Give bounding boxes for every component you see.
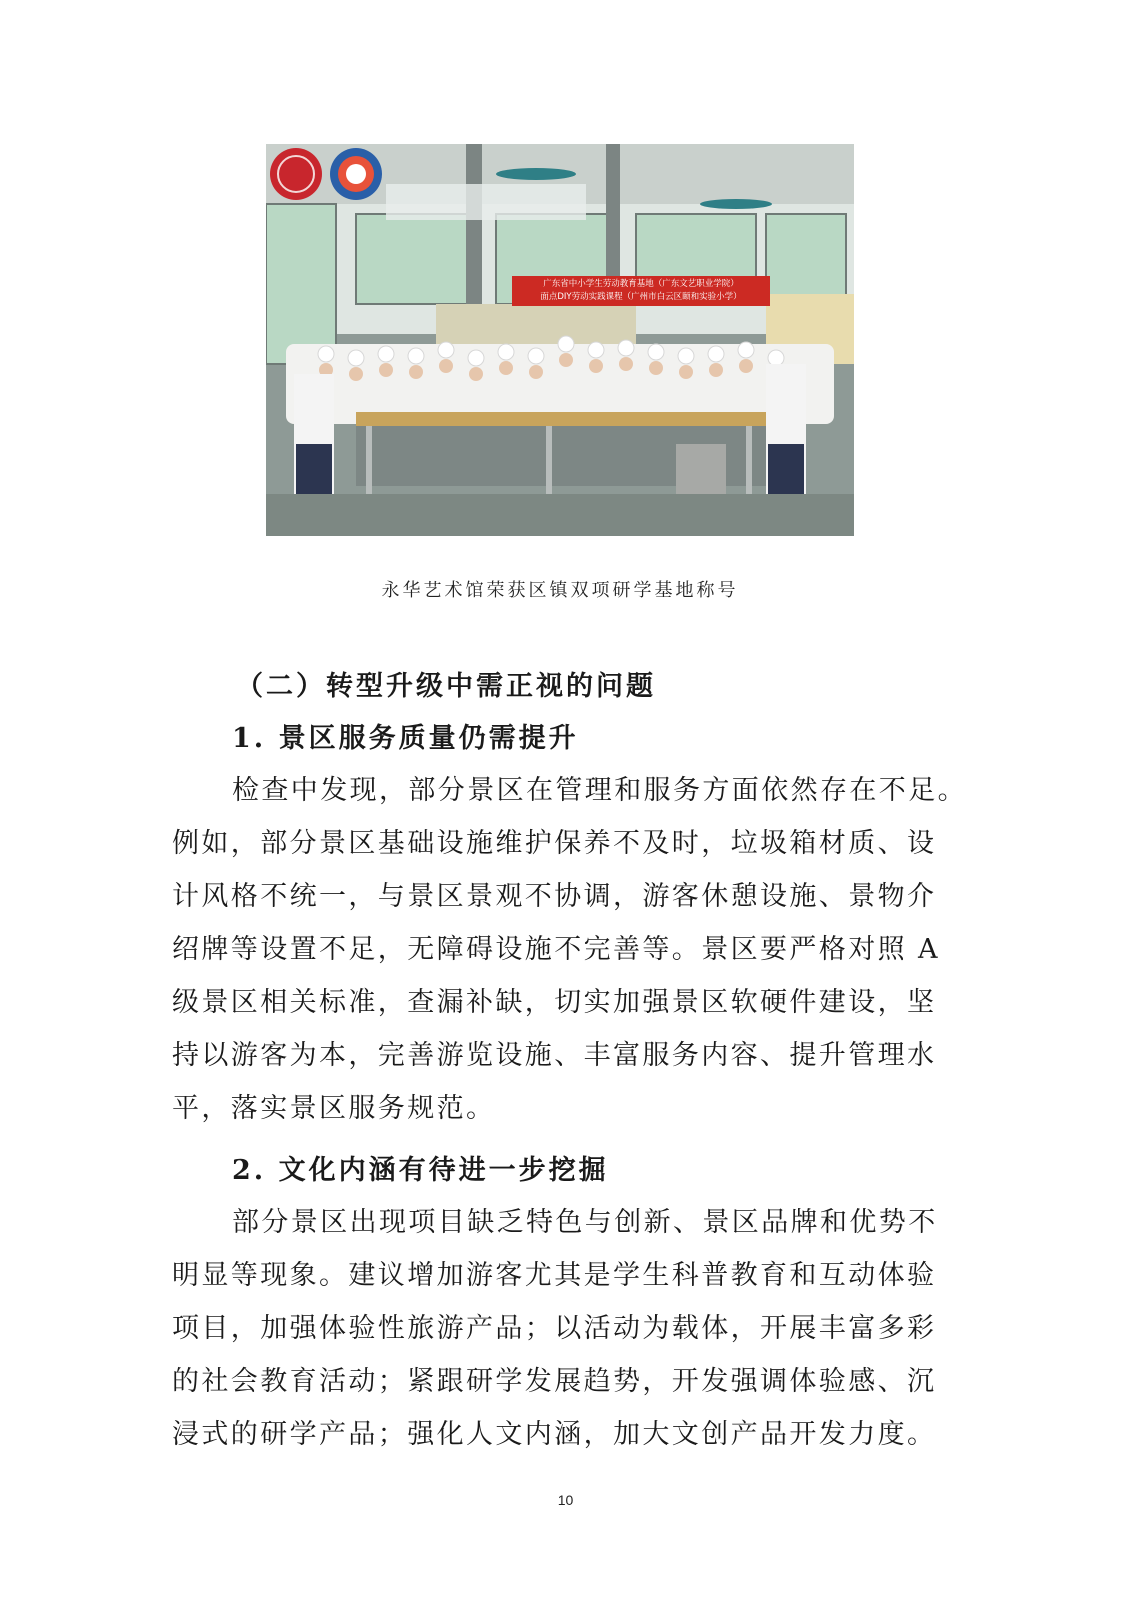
paragraph-line: 持以游客为本，完善游览设施、丰富服务内容、提升管理水 <box>172 1040 937 1071</box>
banner-text <box>512 278 770 304</box>
banner-line-2: 面点DIY劳动实践课程（广州市白云区颐和实验小学） <box>540 292 742 302</box>
paragraph-line: 绍牌等设置不足，无障碍设施不完善等。景区要严格对照 A <box>172 934 940 965</box>
paragraph-line: 检查中发现，部分景区在管理和服务方面依然存在不足。 <box>232 775 967 806</box>
paragraph-line: 部分景区出现项目缺乏特色与创新、景区品牌和优势不 <box>232 1207 938 1238</box>
paragraph-line: 的社会教育活动；紧跟研学发展趋势，开发强调体验感、沉 <box>172 1366 937 1397</box>
section-heading: （二）转型升级中需正视的问题 <box>236 671 656 702</box>
paragraph-line: 明显等现象。建议增加游客尤其是学生科普教育和互动体验 <box>172 1260 937 1291</box>
photo-illustration <box>266 144 854 536</box>
subheading-1: 1. 景区服务质量仍需提升 <box>232 723 579 754</box>
paragraph-line: 项目，加强体验性旅游产品；以活动为载体，开展丰富多彩 <box>172 1313 937 1344</box>
paragraph-line: 浸式的研学产品；强化人文内涵，加大文创产品开发力度。 <box>172 1419 937 1450</box>
photo-caption: 永华艺术馆荣获区镇双项研学基地称号 <box>381 580 739 601</box>
subheading-2: 2. 文化内涵有待进一步挖掘 <box>232 1155 609 1186</box>
banner-line-1: 广东省中小学生劳动教育基地（广东文艺职业学院） <box>543 279 739 289</box>
paragraph-line: 级景区相关标准，查漏补缺，切实加强景区软硬件建设，坚 <box>172 987 937 1018</box>
group-photo <box>266 144 854 536</box>
paragraph-line: 例如，部分景区基础设施维护保养不及时，垃圾箱材质、设 <box>172 828 937 859</box>
paragraph-2 <box>172 1196 972 1461</box>
paragraph-1 <box>172 764 972 1135</box>
paragraph-line: 计风格不统一，与景区景观不协调，游客休憩设施、景物介 <box>172 881 937 912</box>
page-number: 10 <box>557 1492 574 1508</box>
paragraph-line: 平，落实景区服务规范。 <box>172 1093 496 1124</box>
